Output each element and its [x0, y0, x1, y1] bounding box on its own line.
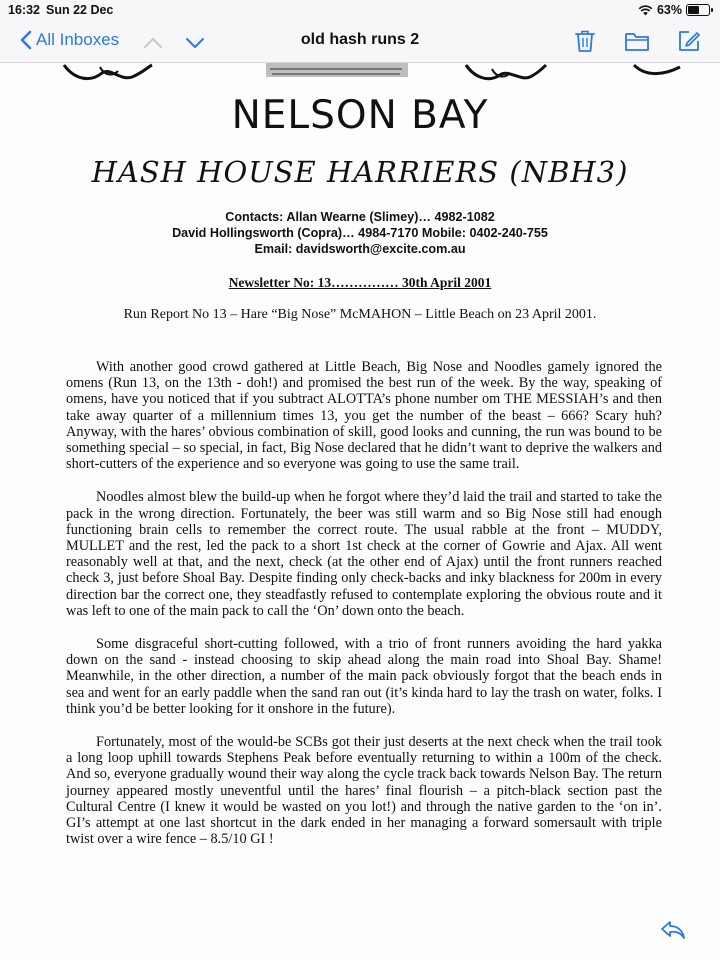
trash-button[interactable]	[572, 28, 598, 54]
message-actions	[572, 28, 702, 54]
contact-block	[0, 209, 720, 257]
folder-icon	[624, 30, 650, 52]
report-paragraph: Some disgraceful short-cutting followed, with a trio of front runners avoiding the hard yakka down on the sand - instead choosing to skip ahead along the main road into Shoal Bay. Shame! Meanwhile, in the other direction, a number of the main pack obviously forgot that the beach ends in sea and went for an early paddle when the sand ran out (it’s kinda hard to lay the trash on water, folks. I think you’d be better looking for it onshore in the future).	[66, 636, 662, 717]
run-report-body	[66, 359, 662, 864]
mail-navbar	[0, 22, 720, 63]
chevron-left-icon	[20, 30, 32, 50]
back-label: All Inboxes	[36, 30, 120, 49]
run-report-heading: Run Report No 13 – Hare “Big Nose” McMAHON – Little Beach on 23 April 2001.	[123, 307, 597, 322]
compose-button[interactable]	[676, 28, 702, 54]
back-button[interactable]	[20, 30, 119, 50]
footprint-doodle-icon	[60, 63, 155, 85]
report-paragraph: Noodles almost blew the build-up when he forgot where they’d laid the trail and started to take the pack in the wrong direction. Fortunately, the beer was still warm and so Big Nose still had enough functioning brain cells to remember the correct route. The usual rabble at the front – MUDDY, MULLET and the rest, led the pack to a short 1st check at the corner of Gowrie and Ajax. All went reasonably well at that, and the next, check (at the other end of Ajax) until the front runners reached check 3, just before Shoal Bay. Despite finding only check-backs and inky blackness for 200m in every direction bar the correct one, they steadfastly refused to contemplate exploring the obvious route and it was left to one of the main pack to call the ‘On’ down onto the beach.	[66, 489, 662, 619]
contact-line: Contacts: Allan Wearne (Slimey)… 4982-1082	[225, 210, 495, 224]
battery-icon	[686, 4, 710, 16]
message-navigation	[140, 30, 208, 56]
next-message-button[interactable]	[182, 30, 208, 56]
newsletter-attachment	[0, 63, 720, 960]
chevron-down-icon	[185, 37, 205, 49]
status-right	[638, 3, 710, 17]
battery-percent: 63%	[656, 3, 682, 17]
chevron-up-icon	[143, 37, 163, 49]
footprint-doodle-icon	[462, 63, 548, 87]
trash-icon	[574, 29, 596, 53]
status-date: Sun 22 Dec	[46, 3, 114, 17]
status-time: 16:32	[8, 3, 40, 17]
report-paragraph: With another good crowd gathered at Little Beach, Big Nose and Noodles gamely ignored the omens (Run 13, on the 13th - doh!) and promised the best run of the week. By the way, speaking of omens, have you noticed that if you subtract ALOTTA’s phone number om THE MESSIAH’s and then take away quarter of a millennium times 13, you get the number of the beast – 666? Scary huh? Anyway, with the hares’ obvious combination of skill, good looks and cunning, the run was bound to be something special – so special, in fact, Big Nose declared that he didn’t want to deprive the walkers and short-cutters of the experience and so everyone was going to use the same trail.	[66, 359, 662, 473]
newsletter-subtitle: HASH HOUSE HARRIERS (NBH3)	[91, 155, 629, 189]
message-subject: old hash runs 2	[300, 31, 420, 48]
issue-line	[0, 275, 720, 291]
wifi-icon	[638, 5, 653, 16]
contact-line: David Hollingsworth (Copra)… 4984-7170 Mobile: 0402-240-755	[172, 226, 548, 240]
compose-icon	[677, 29, 701, 53]
move-to-folder-button[interactable]	[624, 28, 650, 54]
newsletter-title: NELSON BAY	[231, 93, 489, 138]
issue-number-date: Newsletter No: 13…………… 30th April 2001	[228, 275, 492, 290]
scribble-doodle-icon	[262, 63, 412, 81]
previous-message-button[interactable]	[140, 30, 166, 56]
status-bar	[0, 0, 720, 22]
footprint-doodle-icon	[630, 63, 684, 79]
reply-button[interactable]	[660, 919, 686, 946]
report-paragraph: Fortunately, most of the would-be SCBs got their just deserts at the next check when the trail took a long loop uphill towards Stephens Peak before eventually returning to within a 100m of the check. And so, everyone gradually wound their way along the cycle track back towards Nelson Bay. The return journey appeared mostly uneventful until the hares’ final flourish – a pitch-black section past the Cultural Centre (I knew it would be wasted on you lot!) and through the native garden to the ‘on in’. GI’s attempt at one last shortcut in the dark ended in her managing a forward somersault with triple twist over a wire fence – 8.5/10 GI !	[66, 734, 662, 848]
reply-icon	[660, 919, 686, 941]
contact-email: Email: davidsworth@excite.com.au	[254, 242, 466, 256]
